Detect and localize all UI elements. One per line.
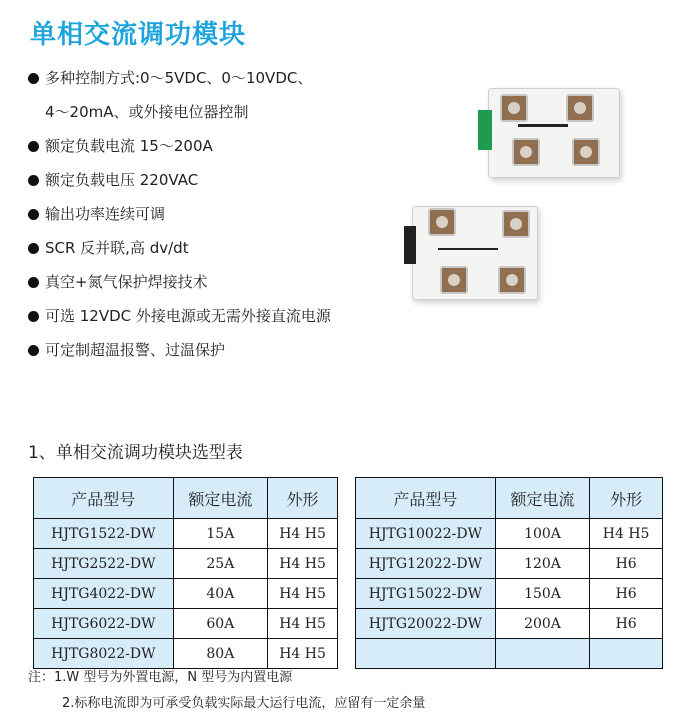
cell-model: HJTG4022-DW [34,579,174,609]
bullet-icon [28,243,39,254]
feature-text: 多种控制方式:0～5VDC、0～10VDC、 [45,69,313,87]
cell-shape: H4 H5 [268,519,338,549]
feature-text: SCR 反并联,高 dv/dt [45,239,189,257]
page-title: 单相交流调功模块 [30,20,247,50]
feature-text: 可定制超温报警、过温保护 [45,341,226,359]
cell-current: 60A [173,609,267,639]
cell-shape: H4 H5 [268,609,338,639]
cell-current: 40A [173,579,267,609]
feature-item [28,340,418,374]
table-row [356,609,663,639]
cell-shape: H4 H5 [268,579,338,609]
bullet-icon [28,345,39,356]
screw-terminal-icon [502,210,530,238]
cell-model: HJTG2522-DW [34,549,174,579]
table-row [34,579,338,609]
cell-shape: H6 [590,609,663,639]
feature-item [28,272,418,306]
product-image-module-large [478,80,628,190]
bullet-icon [28,311,39,322]
feature-text: 额定负载电压 220VAC [45,171,199,189]
table-row [34,519,338,549]
column-header-current: 额定电流 [173,478,267,519]
feature-item [28,170,418,204]
column-header-shape: 外形 [590,478,663,519]
note-line-2: 2.标称电流即为可承受负载实际最大运行电流，应留有一定余量 [62,696,426,711]
terminal-block-icon [404,226,416,264]
cell-current: 80A [173,639,267,669]
feature-text: 可选 12VDC 外接电源或无需外接直流电源 [45,307,331,325]
cell-model: HJTG15022-DW [356,579,496,609]
column-header-model: 产品型号 [356,478,496,519]
cell-model: HJTG6022-DW [34,609,174,639]
selection-table-right [355,477,663,669]
feature-text: 输出功率连续可调 [45,205,166,223]
cell-shape: H6 [590,549,663,579]
screw-terminal-icon [566,94,594,122]
cell-current: 100A [495,519,590,549]
bullet-icon [28,73,39,84]
feature-item [28,306,418,340]
cell-model: HJTG1522-DW [34,519,174,549]
table-row [34,609,338,639]
feature-text: 额定负载电流 15～200A [45,137,213,155]
cell-shape [590,639,663,669]
feature-text: 真空+氮气保护焊接技术 [45,273,208,291]
table-row [356,549,663,579]
cell-current: 120A [495,549,590,579]
bullet-icon [28,175,39,186]
section-title: 1、单相交流调功模块选型表 [28,443,243,463]
bullet-icon [28,277,39,288]
bullet-icon [28,209,39,220]
notes [28,665,425,717]
table-row [356,519,663,549]
table-row [34,639,338,669]
column-header-current: 额定电流 [495,478,590,519]
cell-model: HJTG12022-DW [356,549,496,579]
table-row [356,639,663,669]
note-line-1: 注：1.W 型号为外置电源，N 型号为内置电源 [28,670,293,685]
feature-item [28,204,418,238]
screw-terminal-icon [572,138,600,166]
feature-text: 4～20mA、或外接电位器控制 [45,103,249,121]
screw-terminal-icon [440,266,468,294]
cell-shape: H6 [590,579,663,609]
feature-list [28,68,418,374]
screw-terminal-icon [498,266,526,294]
column-header-shape: 外形 [268,478,338,519]
cell-current [495,639,590,669]
cell-model: HJTG10022-DW [356,519,496,549]
terminal-block-icon [478,110,492,150]
cell-model: HJTG20022-DW [356,609,496,639]
screw-terminal-icon [428,208,456,236]
cell-shape: H4 H5 [268,639,338,669]
selection-table-left [33,477,338,669]
cell-current: 25A [173,549,267,579]
bullet-icon [28,141,39,152]
cell-model [356,639,496,669]
table-row [34,549,338,579]
screw-terminal-icon [512,138,540,166]
feature-item [28,68,418,102]
column-header-model: 产品型号 [34,478,174,519]
cell-model: HJTG8022-DW [34,639,174,669]
cell-current: 200A [495,609,590,639]
feature-item [28,136,418,170]
product-image-module-small [402,200,542,305]
cell-current: 15A [173,519,267,549]
feature-item [28,238,418,272]
feature-item [28,102,418,136]
cell-current: 150A [495,579,590,609]
cell-shape: H4 H5 [590,519,663,549]
table-row [356,579,663,609]
cell-shape: H4 H5 [268,549,338,579]
screw-terminal-icon [500,94,528,122]
